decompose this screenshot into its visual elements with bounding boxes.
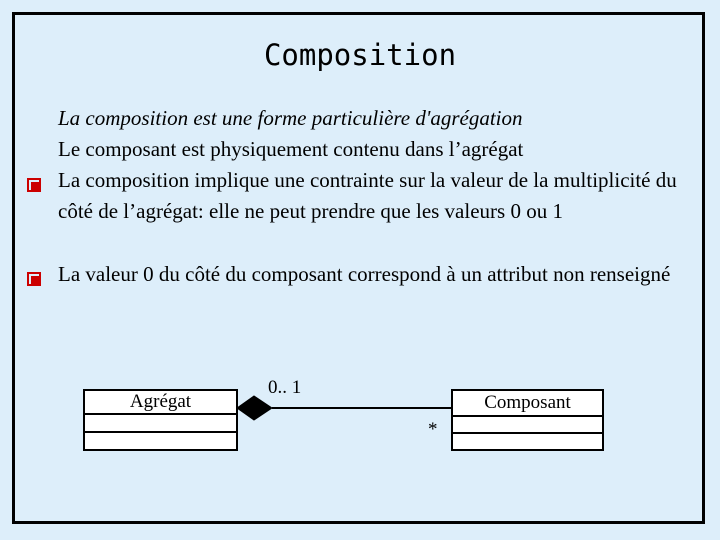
bullet-text-2: La valeur 0 du côté du composant correspond à un attribut non renseigné — [58, 262, 671, 286]
intro-line-italic: La composition est une forme particulière d'agrégation — [58, 106, 523, 130]
aggregate-class-label: Agrégat — [129, 391, 192, 412]
intro-line-plain: Le composant est physiquement contenu dans l’agrégat — [58, 137, 524, 161]
slide-title: Composition — [263, 38, 457, 72]
composition-diamond-icon — [237, 396, 272, 420]
multiplicity-aggregate-label: 0.. 1 — [268, 377, 302, 398]
multiplicity-component-label: * — [428, 419, 438, 440]
bullet-text-1: La composition implique une contrainte sur la valeur de la multiplicité du côté de l’agrégat: elle ne peut prendre que les valeurs 0 ou 1 — [58, 168, 677, 223]
component-class-label: Composant — [484, 392, 571, 413]
